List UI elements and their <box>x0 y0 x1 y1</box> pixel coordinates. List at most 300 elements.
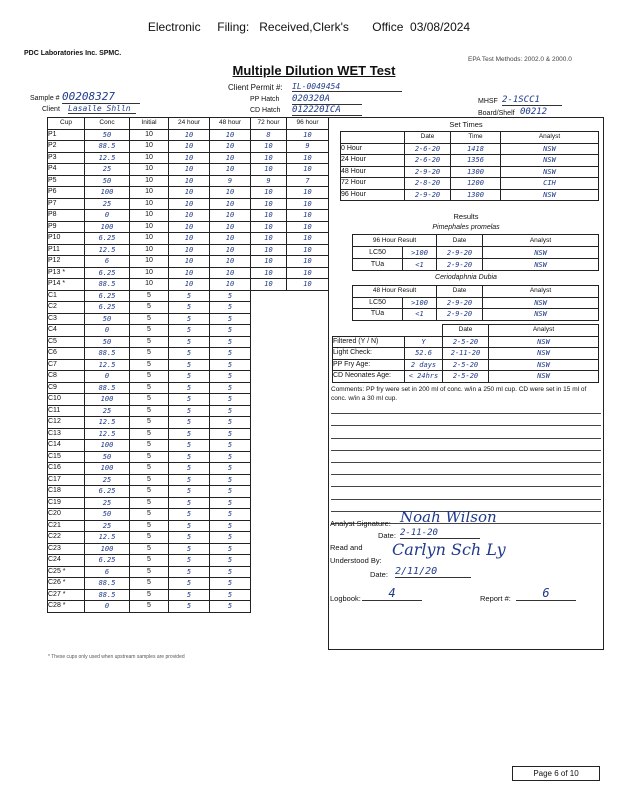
cup-row <box>48 451 329 463</box>
cup-value-cell: 0 <box>85 210 130 222</box>
cup-value-cell: 10 <box>251 221 287 233</box>
cup-value-cell: 5 <box>210 463 251 475</box>
cup-row <box>48 233 329 245</box>
cup-value-cell: 5 <box>210 474 251 486</box>
set-times-cell: 72 Hour <box>341 178 405 190</box>
cup-value-cell: 10 <box>210 221 251 233</box>
sample-label: Sample # <box>30 95 60 102</box>
cup-value-cell <box>251 497 287 509</box>
cup-row <box>48 601 329 613</box>
set-times-header-cell: Analyst <box>501 132 599 144</box>
cup-value-cell: 10 <box>130 210 169 222</box>
analyst-signature-label: Analyst Signature: <box>330 519 391 528</box>
cup-value-cell: 10 <box>251 256 287 268</box>
cup-value-cell <box>287 474 329 486</box>
client-value: Lasalle Shlln <box>68 104 136 114</box>
cup-id-cell: P5 <box>48 175 85 187</box>
set-times-row <box>341 189 599 201</box>
cup-value-cell: 10 <box>169 244 210 256</box>
set-times-cell: NSW <box>501 189 599 201</box>
cup-id-cell: P1 <box>48 129 85 141</box>
cup-value-cell: 5 <box>169 520 210 532</box>
cup-row <box>48 497 329 509</box>
permit-value: IL-0049454 <box>292 82 402 92</box>
cup-id-cell: C11 <box>48 405 85 417</box>
cup-id-cell: C28 * <box>48 601 85 613</box>
cup-header-cell: Cup <box>48 118 85 130</box>
cup-id-cell: C16 <box>48 463 85 475</box>
cup-value-cell: 5 <box>210 313 251 325</box>
cup-value-cell: 6.25 <box>85 267 130 279</box>
pp-result-row <box>353 247 599 259</box>
cd-result-cell: TUa <box>353 309 403 321</box>
cup-value-cell: 10 <box>251 244 287 256</box>
page-title: Multiple Dilution WET Test <box>232 63 396 78</box>
cup-id-cell: C10 <box>48 394 85 406</box>
checks-cell: NSW <box>489 348 599 360</box>
cup-id-cell: P6 <box>48 187 85 199</box>
pp-hatch-label: PP Hatch <box>250 96 280 103</box>
checks-cell: 2-5-20 <box>443 336 489 348</box>
cup-value-cell: 5 <box>130 290 169 302</box>
cup-id-cell: C15 <box>48 451 85 463</box>
filing-stamp: Electronic Filing: Received,Clerk's Office 03/08/2024 <box>147 20 471 34</box>
cup-id-cell: C12 <box>48 417 85 429</box>
cup-value-cell: 5 <box>130 394 169 406</box>
client-label: Client <box>42 106 60 113</box>
cup-row <box>48 555 329 567</box>
cup-value-cell: 0 <box>85 325 130 337</box>
cup-value-cell: 10 <box>169 279 210 291</box>
cup-value-cell: 50 <box>85 509 130 521</box>
cup-value-cell <box>251 302 287 314</box>
cup-value-cell: 5 <box>210 440 251 452</box>
cup-value-cell: 5 <box>210 555 251 567</box>
cup-value-cell: 100 <box>85 440 130 452</box>
cd-result-header-row <box>353 286 599 298</box>
cup-value-cell: 5 <box>169 601 210 613</box>
cup-value-cell: 12.5 <box>85 428 130 440</box>
epa-methods: EPA Test Methods: 2002.0 & 2000.0 <box>468 56 572 63</box>
cup-value-cell: 5 <box>169 474 210 486</box>
cup-value-cell: 6.25 <box>85 233 130 245</box>
cup-value-cell: 5 <box>169 371 210 383</box>
cup-value-cell: 5 <box>169 394 210 406</box>
mhsf-value: 2-1SCC1 <box>502 95 562 106</box>
cup-value-cell: 50 <box>85 129 130 141</box>
set-times-cell: 1356 <box>451 155 501 167</box>
set-times-row <box>341 166 599 178</box>
cup-value-cell: 50 <box>85 451 130 463</box>
cup-value-cell: 5 <box>210 543 251 555</box>
cup-value-cell: 5 <box>130 336 169 348</box>
cup-value-cell: 6.25 <box>85 555 130 567</box>
cup-value-cell: 5 <box>210 566 251 578</box>
cup-id-cell: P3 <box>48 152 85 164</box>
checks-cell: PP Fry Age: <box>333 359 405 371</box>
cd-result-row <box>353 309 599 321</box>
cup-row <box>48 302 329 314</box>
cup-value-cell: 25 <box>85 497 130 509</box>
set-times-cell: 2-8-20 <box>405 178 451 190</box>
checks-cell: CD Neonates Age: <box>333 371 405 383</box>
cup-value-cell: 5 <box>210 382 251 394</box>
cup-value-cell: 10 <box>130 233 169 245</box>
cup-value-cell: 88.5 <box>85 279 130 291</box>
set-times-cell: 24 Hour <box>341 155 405 167</box>
cup-value-cell: 25 <box>85 520 130 532</box>
pp-result-cell: 2-9-20 <box>437 247 483 259</box>
cup-row <box>48 578 329 590</box>
cup-row <box>48 589 329 601</box>
cup-value-cell: 10 <box>251 198 287 210</box>
set-times-table <box>340 131 599 201</box>
pp-result-cell: NSW <box>483 247 599 259</box>
cup-value-cell <box>287 532 329 544</box>
cup-value-cell: 88.5 <box>85 348 130 360</box>
cd-result-cell: <1 <box>403 309 437 321</box>
cup-value-cell <box>287 589 329 601</box>
cup-header-cell: Initial <box>130 118 169 130</box>
cup-value-cell: 10 <box>130 198 169 210</box>
cup-value-cell: 5 <box>210 451 251 463</box>
checks-header-cell: Date <box>443 325 489 337</box>
cup-value-cell: 5 <box>169 555 210 567</box>
set-times-row <box>341 143 599 155</box>
cup-row <box>48 175 329 187</box>
checks-cell: 2 days <box>405 359 443 371</box>
cup-value-cell: 5 <box>130 382 169 394</box>
set-times-header-cell <box>341 132 405 144</box>
cup-value-cell: 5 <box>130 589 169 601</box>
cup-value-cell: 5 <box>210 497 251 509</box>
cup-row <box>48 474 329 486</box>
cup-value-cell: 5 <box>169 440 210 452</box>
cup-value-cell: 10 <box>130 279 169 291</box>
cd-result-cell: LC50 <box>353 297 403 309</box>
cup-value-cell: 5 <box>210 509 251 521</box>
cup-value-cell: 5 <box>210 371 251 383</box>
cup-value-cell: 10 <box>287 210 329 222</box>
cup-value-cell <box>287 509 329 521</box>
checks-cell: NSW <box>489 336 599 348</box>
cup-value-cell: 10 <box>287 187 329 199</box>
checks-header-cell: Analyst <box>489 325 599 337</box>
cup-row <box>48 463 329 475</box>
cd-result-header-cell: Date <box>437 286 483 298</box>
checks-cell: Y <box>405 336 443 348</box>
cup-value-cell: 10 <box>130 141 169 153</box>
cup-value-cell: 10 <box>287 256 329 268</box>
cup-row <box>48 221 329 233</box>
cup-value-cell: 5 <box>169 302 210 314</box>
cup-id-cell: P9 <box>48 221 85 233</box>
cup-value-cell <box>287 543 329 555</box>
cup-value-cell: 5 <box>130 601 169 613</box>
pp-result-cell: TUa <box>353 259 403 271</box>
cup-value-cell: 10 <box>130 164 169 176</box>
cup-value-cell: 10 <box>169 187 210 199</box>
cup-value-cell <box>251 520 287 532</box>
analyst-signature: Noah Wilson <box>400 508 497 526</box>
cup-value-cell <box>287 417 329 429</box>
cup-value-cell: 5 <box>130 405 169 417</box>
checks-cell: < 24hrs <box>405 371 443 383</box>
cd-result-cell: NSW <box>483 297 599 309</box>
cup-value-cell <box>251 566 287 578</box>
cup-header-cell: 24 hour <box>169 118 210 130</box>
cup-id-cell: C18 <box>48 486 85 498</box>
cup-value-cell <box>251 589 287 601</box>
understood-date-label: Date: <box>370 570 388 579</box>
cup-value-cell <box>251 555 287 567</box>
cup-id-cell: C21 <box>48 520 85 532</box>
cup-row <box>48 417 329 429</box>
pp-result-cell: 2-9-20 <box>437 259 483 271</box>
cup-row <box>48 141 329 153</box>
pp-result-cell: >100 <box>403 247 437 259</box>
cup-value-cell: 5 <box>169 336 210 348</box>
cup-id-cell: C25 * <box>48 566 85 578</box>
cup-value-cell: 88.5 <box>85 141 130 153</box>
cup-value-cell: 5 <box>130 497 169 509</box>
cup-id-cell: P8 <box>48 210 85 222</box>
cup-value-cell: 5 <box>130 359 169 371</box>
checks-cell: Light Check: <box>333 348 405 360</box>
cup-value-cell: 5 <box>130 313 169 325</box>
cup-value-cell: 10 <box>251 267 287 279</box>
cup-id-cell: C1 <box>48 290 85 302</box>
mhsf-label: MHSF <box>478 98 498 105</box>
cup-value-cell: 5 <box>130 428 169 440</box>
cup-value-cell: 10 <box>210 267 251 279</box>
page-number: Page 6 of 10 <box>512 766 600 781</box>
cup-value-cell <box>287 601 329 613</box>
cup-value-cell: 5 <box>210 290 251 302</box>
pp-hatch-value: 020320A <box>292 94 362 105</box>
set-times-cell: 2-9-20 <box>405 166 451 178</box>
cup-id-cell: P7 <box>48 198 85 210</box>
set-times-cell: NSW <box>501 155 599 167</box>
cd-result-row <box>353 297 599 309</box>
cup-value-cell: 5 <box>210 394 251 406</box>
pp-result-cell: LC50 <box>353 247 403 259</box>
cup-value-cell: 10 <box>130 187 169 199</box>
checks-row <box>333 348 599 360</box>
cup-value-cell: 5 <box>210 302 251 314</box>
cup-value-cell: 5 <box>169 428 210 440</box>
cup-value-cell: 10 <box>210 256 251 268</box>
set-times-header-cell: Time <box>451 132 501 144</box>
cup-value-cell: 9 <box>210 175 251 187</box>
results-title: Results <box>453 212 479 221</box>
permit-label: Client Permit #: <box>228 83 283 92</box>
cup-value-cell: 5 <box>210 589 251 601</box>
cup-value-cell: 5 <box>130 520 169 532</box>
cup-value-cell: 10 <box>287 152 329 164</box>
cup-value-cell: 5 <box>169 348 210 360</box>
cup-value-cell <box>251 451 287 463</box>
cup-value-cell <box>287 463 329 475</box>
cd-result-cell: 2-9-20 <box>437 309 483 321</box>
cup-value-cell: 6.25 <box>85 290 130 302</box>
pp-result-row <box>353 259 599 271</box>
cup-value-cell: 6 <box>85 256 130 268</box>
cup-value-cell: 5 <box>130 474 169 486</box>
cup-value-cell: 10 <box>169 129 210 141</box>
cup-value-cell: 5 <box>210 348 251 360</box>
cup-value-cell: 5 <box>169 486 210 498</box>
pp-results-table <box>352 234 599 271</box>
checks-cell: 2-5-20 <box>443 359 489 371</box>
cup-value-cell <box>251 313 287 325</box>
cd-result-header-cell: 48 Hour Result <box>353 286 437 298</box>
comment-lines <box>331 402 601 524</box>
set-times-title: Set Times <box>449 120 483 129</box>
cup-value-cell: 5 <box>130 325 169 337</box>
cup-id-cell: C20 <box>48 509 85 521</box>
cup-value-cell <box>287 428 329 440</box>
set-times-cell: 96 Hour <box>341 189 405 201</box>
pp-result-header-row <box>353 235 599 247</box>
cup-value-cell: 10 <box>287 279 329 291</box>
cup-id-cell: C17 <box>48 474 85 486</box>
cup-value-cell <box>251 417 287 429</box>
understood-label: Understood By: <box>330 556 382 565</box>
cup-value-cell: 9 <box>251 175 287 187</box>
cup-value-cell: 10 <box>210 233 251 245</box>
cup-value-cell: 100 <box>85 543 130 555</box>
cup-value-cell: 5 <box>130 302 169 314</box>
checks-row <box>333 371 599 383</box>
cup-id-cell: P11 <box>48 244 85 256</box>
cup-value-cell: 10 <box>130 267 169 279</box>
cup-value-cell: 10 <box>169 152 210 164</box>
logbook-label: Logbook: <box>330 594 361 603</box>
cup-row <box>48 313 329 325</box>
cup-value-cell <box>287 555 329 567</box>
cup-id-cell: P13 * <box>48 267 85 279</box>
cup-row <box>48 486 329 498</box>
cup-value-cell <box>287 313 329 325</box>
cup-value-cell: 5 <box>210 578 251 590</box>
cup-value-cell <box>251 428 287 440</box>
cup-value-cell: 5 <box>130 440 169 452</box>
cup-value-cell: 5 <box>169 463 210 475</box>
analyst-date-label: Date: <box>378 531 396 540</box>
board-shelf-value: 00212 <box>520 107 560 118</box>
cup-value-cell: 5 <box>169 532 210 544</box>
cup-value-cell: 25 <box>85 198 130 210</box>
cup-value-cell: 10 <box>130 152 169 164</box>
understood-signature: Carlyn Sch Ly <box>392 540 506 559</box>
comments: Comments: PP fry were set in 200 ml of conc. w/in a 250 ml cup. CD were set in 15 ml of conc. w/in a 30 ml cup. <box>331 386 587 402</box>
set-times-cell: NSW <box>501 143 599 155</box>
logbook-value: 4 <box>362 586 422 601</box>
cup-value-cell: 5 <box>169 359 210 371</box>
cd-species: Ceriodaphnia Dubia <box>435 274 497 281</box>
checks-header-row <box>333 325 599 337</box>
cup-value-cell: 6.25 <box>85 302 130 314</box>
cup-value-cell <box>287 302 329 314</box>
cup-value-cell: 10 <box>210 210 251 222</box>
checks-cell: NSW <box>489 371 599 383</box>
checks-cell: 2-11-20 <box>443 348 489 360</box>
report-label: Report #: <box>480 594 511 603</box>
cup-value-cell: 25 <box>85 164 130 176</box>
cup-value-cell: 100 <box>85 463 130 475</box>
cup-value-cell: 88.5 <box>85 382 130 394</box>
cup-row <box>48 256 329 268</box>
cup-value-cell: 10 <box>169 256 210 268</box>
cup-value-cell: 50 <box>85 336 130 348</box>
cup-value-cell: 10 <box>169 175 210 187</box>
cup-id-cell: P14 * <box>48 279 85 291</box>
cup-value-cell <box>251 509 287 521</box>
cup-value-cell <box>287 440 329 452</box>
set-times-cell: 1300 <box>451 189 501 201</box>
cup-value-cell: 12.5 <box>85 417 130 429</box>
cup-value-cell: 10 <box>169 198 210 210</box>
cup-header-cell: 96 hour <box>287 118 329 130</box>
cup-value-cell: 100 <box>85 394 130 406</box>
cup-value-cell <box>251 474 287 486</box>
understood-date: 2/11/20 <box>395 566 471 578</box>
cup-value-cell: 5 <box>130 486 169 498</box>
cup-value-cell: 10 <box>130 175 169 187</box>
cup-value-cell <box>251 532 287 544</box>
cup-id-cell: C8 <box>48 371 85 383</box>
cup-value-cell <box>287 451 329 463</box>
cup-value-cell: 5 <box>210 486 251 498</box>
cup-id-cell: C3 <box>48 313 85 325</box>
cup-value-cell: 6.25 <box>85 486 130 498</box>
cup-value-cell: 5 <box>210 336 251 348</box>
cup-value-cell: 10 <box>287 129 329 141</box>
cup-row <box>48 428 329 440</box>
cup-row <box>48 440 329 452</box>
cup-value-cell: 5 <box>210 428 251 440</box>
cup-value-cell: 5 <box>210 325 251 337</box>
pp-result-cell: NSW <box>483 259 599 271</box>
cup-value-cell: 0 <box>85 601 130 613</box>
cup-id-cell: C9 <box>48 382 85 394</box>
cup-value-cell: 10 <box>130 256 169 268</box>
cup-value-cell: 10 <box>251 164 287 176</box>
cup-value-cell: 10 <box>169 233 210 245</box>
set-times-cell: NSW <box>501 166 599 178</box>
cup-id-cell: C22 <box>48 532 85 544</box>
cup-value-cell: 6 <box>85 566 130 578</box>
cup-value-cell: 5 <box>169 313 210 325</box>
cup-value-cell: 50 <box>85 313 130 325</box>
cup-value-cell: 10 <box>210 164 251 176</box>
cup-value-cell <box>251 601 287 613</box>
cd-result-cell: >100 <box>403 297 437 309</box>
cd-result-cell: NSW <box>483 309 599 321</box>
cup-value-cell <box>287 497 329 509</box>
cup-id-cell: C23 <box>48 543 85 555</box>
cup-value-cell <box>287 520 329 532</box>
sample-value: 00208327 <box>62 90 140 104</box>
cup-value-cell: 88.5 <box>85 589 130 601</box>
set-times-row <box>341 178 599 190</box>
cup-value-cell <box>287 566 329 578</box>
cup-row <box>48 566 329 578</box>
checks-cell: NSW <box>489 359 599 371</box>
cup-value-cell: 10 <box>169 141 210 153</box>
cup-row <box>48 187 329 199</box>
